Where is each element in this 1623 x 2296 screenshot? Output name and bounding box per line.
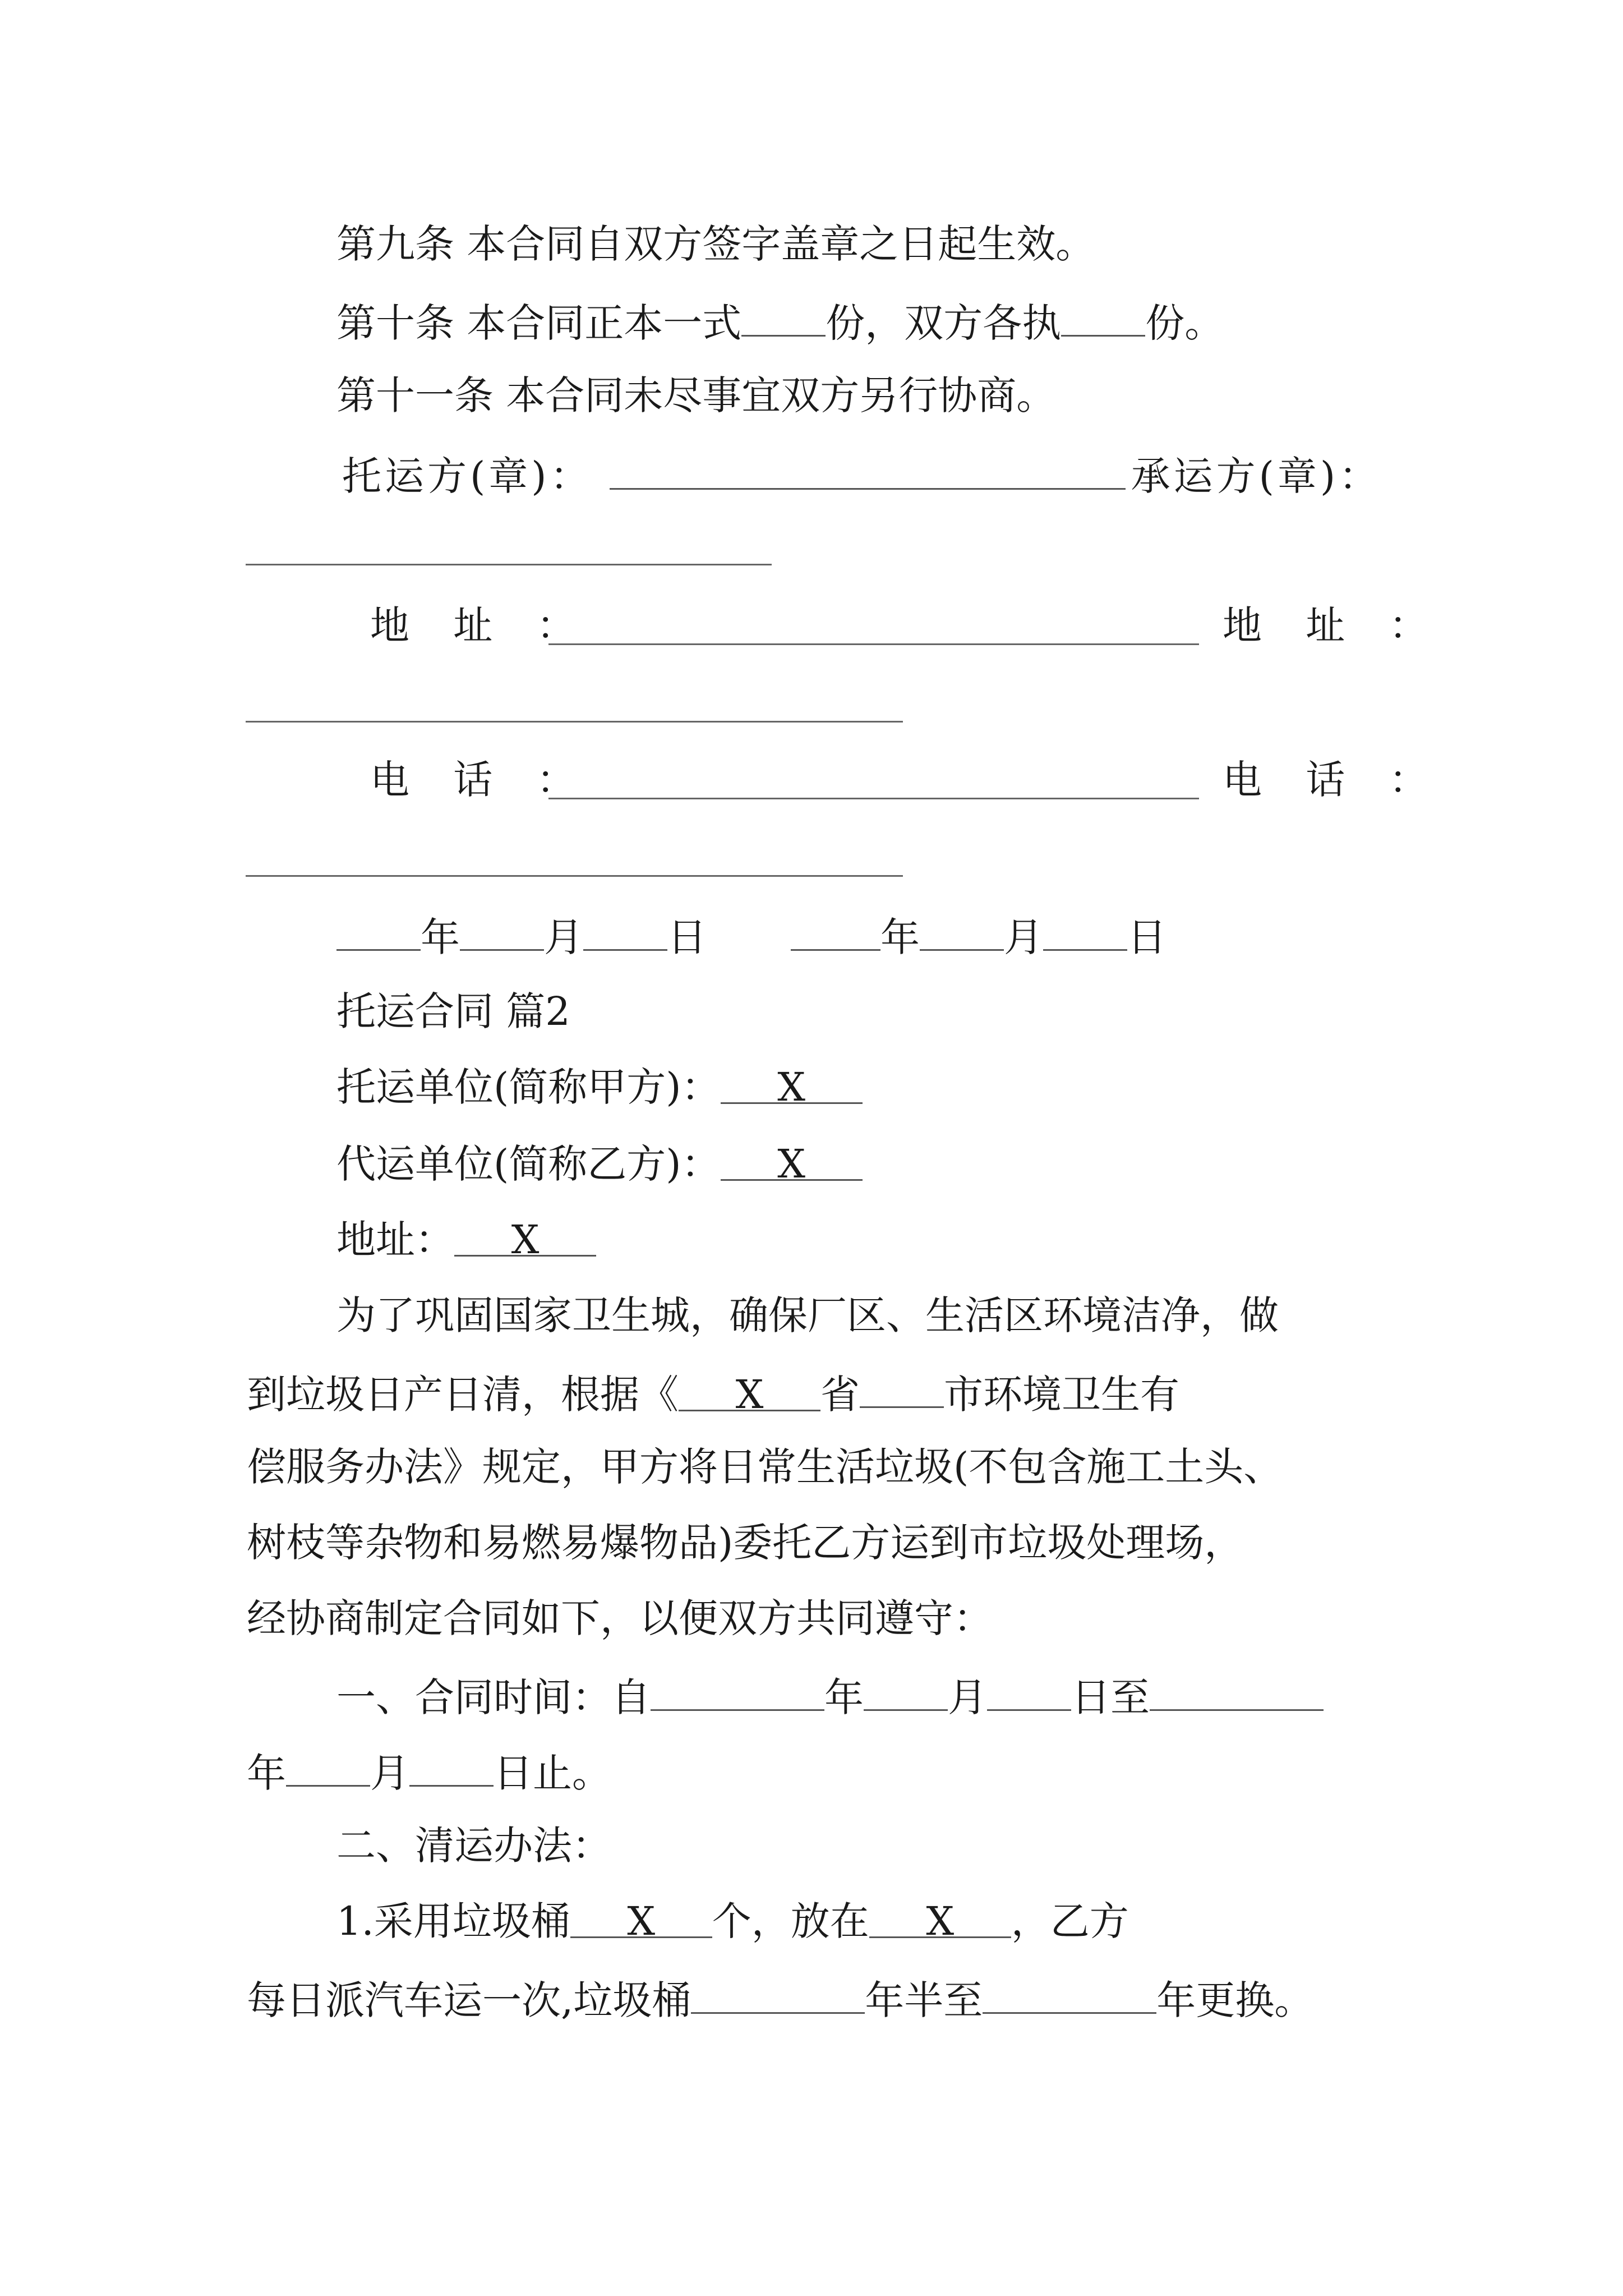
intro-line-5 [247,1595,993,1641]
section-2-text: 二、清运办法： [336,1823,611,1869]
city-blank [860,1372,944,1408]
start-month-label: 月 [948,1674,987,1720]
carrier-month-blank [920,914,1004,951]
intro-text-3: 偿服务办法》规定，甲方将日常生活垃圾(不包含施工土头、 [247,1444,1283,1490]
x-mark: X [777,1064,806,1110]
address2-label: 地址： [336,1217,454,1263]
intro-text-2a: 到垃圾日产日清，根据《 [247,1372,679,1418]
province-blank [679,1372,820,1418]
shipper-unit-row [336,1064,863,1110]
agent-unit-row [336,1141,863,1187]
carrier-seal-blank [246,564,772,565]
section-title-text: 托运合同 篇2 [336,988,570,1034]
shipper-phone-blank [548,798,1199,799]
section-1-line-1 [336,1674,1324,1720]
end-day-label: 日止。 [494,1750,611,1796]
carrier-address-blank [246,721,903,723]
carrier-phone-blank [246,875,903,877]
intro-text-2b: 省 [820,1372,860,1418]
section-title [336,988,570,1034]
shipper-month-blank [460,914,544,951]
carrier-seal-label: 承运方(章)： [1131,453,1382,499]
carrier-phone-label: 电 话 ： [1223,757,1444,803]
item-1-line-2 [247,1977,1314,2023]
section-2 [336,1823,611,1869]
carrier-year-blank [791,914,880,951]
article-10-text-b: 份，双方各执 [826,300,1062,346]
article-9 [336,221,1095,267]
shipper-unit-value [721,1064,863,1110]
phone-row [370,757,592,803]
start-day-label: 日至 [1071,1674,1150,1720]
item-1-line-1 [336,1898,1129,1944]
start-month-blank [864,1674,948,1711]
shipper-phone-label: 电 话 ： [370,757,592,803]
shipper-unit-label: 托运单位(简称甲方)： [336,1064,721,1110]
article-11-text: 第十一条 本合同未尽事宜双方另行协商。 [336,372,1056,418]
intro-text-5: 经协商制定合同如下，以便双方共同遵守： [247,1595,993,1641]
x-mark: X [777,1141,806,1187]
article-11 [336,372,1056,418]
agent-unit-value [721,1141,863,1187]
carrier-address [1223,602,1444,648]
agent-unit-label: 代运单位(简称乙方)： [336,1141,721,1187]
shipper-address-label: 地 址 ： [370,602,592,648]
intro-line-1 [336,1292,1279,1338]
shipper-seal-blank [610,453,1126,490]
end-day-blank [409,1750,494,1787]
item-1-text-b: 个，放在 [712,1898,869,1944]
x-mark: X [511,1217,540,1263]
intro-text-4: 树枝等杂物和易燃易爆物品)委托乙方运到市垃圾处理场， [247,1520,1244,1566]
intro-text-2c: 市环境卫生有 [944,1372,1179,1418]
carrier-day-label: 日 [1127,914,1166,960]
carrier-phone [1223,757,1444,803]
article-9-text: 第九条 本合同自双方签字盖章之日起生效。 [336,221,1095,267]
shipper-year-label: 年 [421,914,460,960]
address2-value [454,1217,596,1263]
shipper-year-blank [336,914,421,951]
start-day-blank [987,1674,1071,1711]
x-mark: X [627,1898,656,1944]
article-10-text-a: 第十条 本合同正本一式 [336,300,742,346]
carrier-day-blank [1043,914,1127,951]
replace-min-blank [691,1977,865,2014]
date-row [336,914,1166,960]
intro-line-4 [247,1520,1244,1566]
carrier-month-label: 月 [1004,914,1043,960]
address-row [370,602,592,648]
end-year-label: 年 [247,1750,286,1796]
bin-location-blank [869,1898,1011,1944]
copies-total-blank [741,300,826,337]
carrier-address-label: 地 址 ： [1223,602,1444,648]
item-1-text-f: 年更换。 [1156,1977,1314,2023]
end-month-blank [286,1750,370,1787]
item-1-text-a: 1.采用垃圾桶 [336,1898,570,1944]
x-mark: X [926,1898,955,1944]
end-year-blank [1150,1674,1324,1711]
intro-line-3 [247,1444,1283,1490]
item-1-text-c: ，乙方 [1011,1898,1129,1944]
bin-count-blank [570,1898,712,1944]
shipper-month-label: 月 [544,914,583,960]
item-1-text-e: 年半至 [865,1977,983,2023]
intro-line-2 [247,1372,1179,1418]
shipper-address-blank [548,643,1199,645]
copies-each-blank [1061,300,1145,337]
article-10 [336,300,1224,346]
intro-text-1: 为了巩固国家卫生城，确保厂区、生活区环境洁净，做 [336,1292,1279,1338]
section-1-text: 一、合同时间：自 [336,1674,651,1720]
shipper-day-label: 日 [667,914,707,960]
shipper-day-blank [583,914,667,951]
carrier-year-label: 年 [880,914,920,960]
start-year-label: 年 [824,1674,864,1720]
signature-row [342,453,1382,499]
article-10-text-c: 份。 [1145,300,1224,346]
item-1-text-d: 每日派汽车运一次,垃圾桶 [247,1977,691,2023]
address2-row [336,1217,596,1263]
end-month-label: 月 [370,1750,409,1796]
start-year-blank [651,1674,824,1711]
shipper-seal-label: 托运方(章)： [342,453,593,499]
section-1-line-2 [247,1750,611,1796]
replace-max-blank [983,1977,1156,2014]
x-mark: X [735,1372,764,1418]
